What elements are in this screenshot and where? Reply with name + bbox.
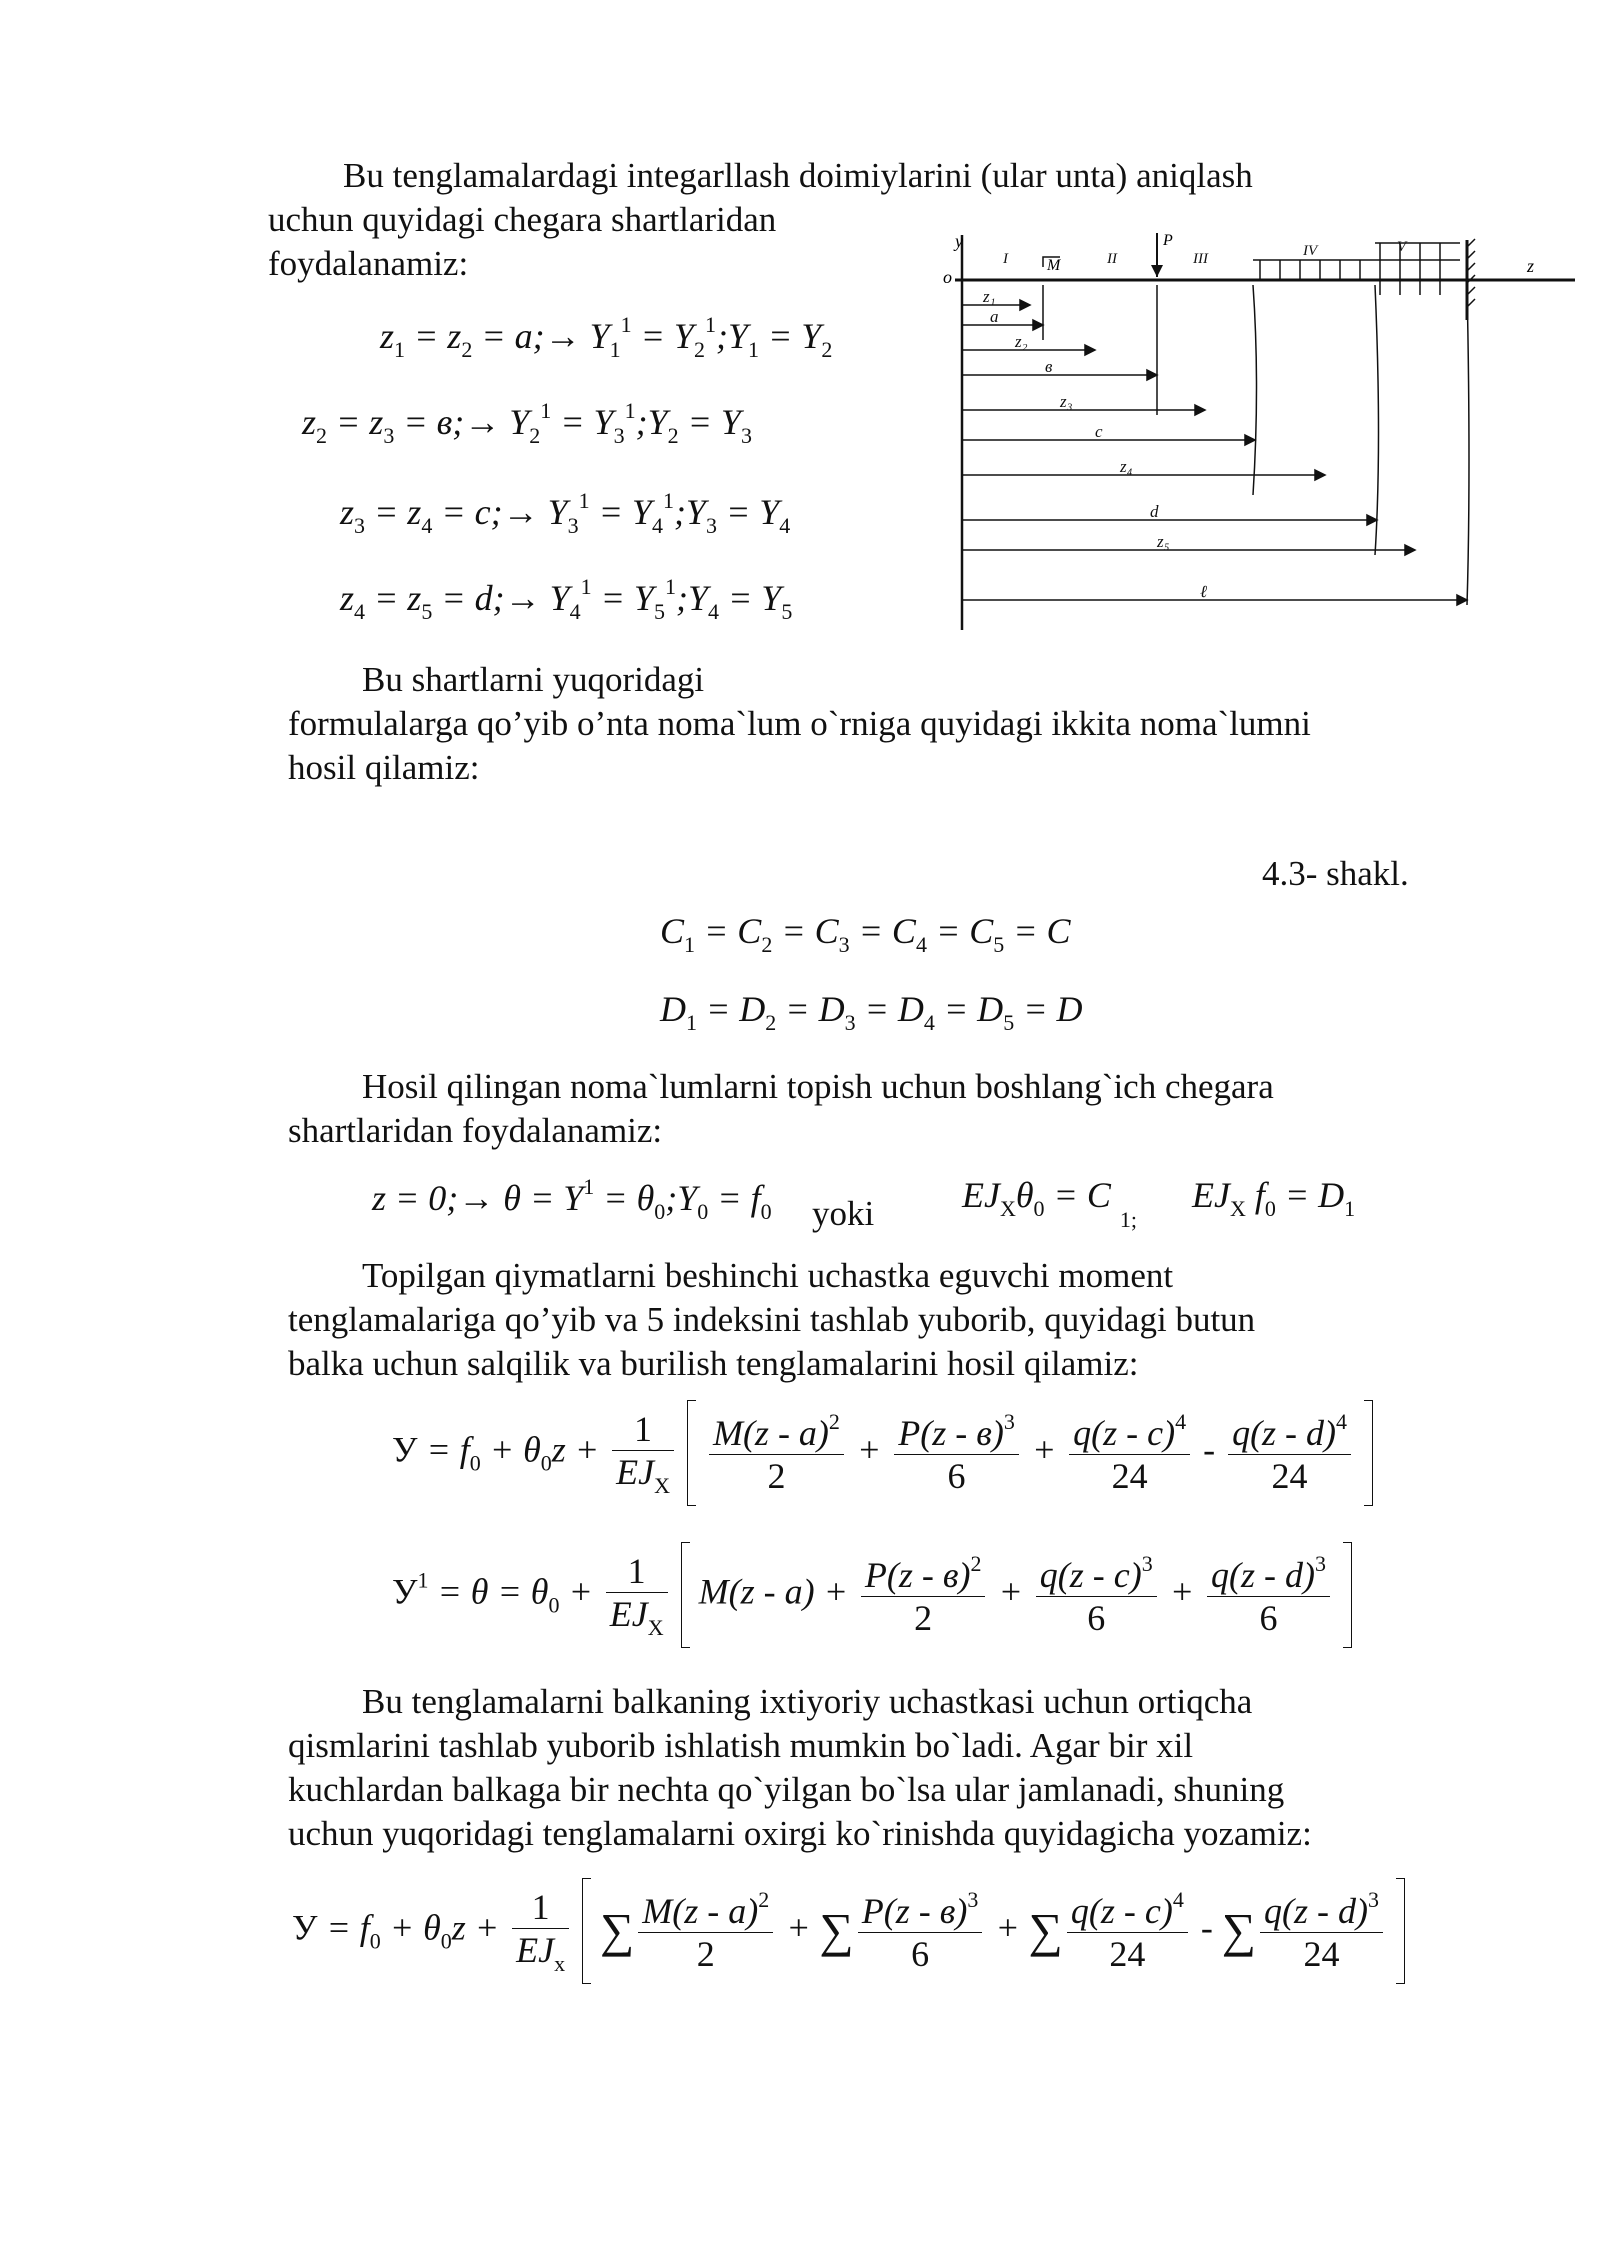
para2-line-3: hosil qilamiz: (288, 748, 480, 787)
slope-equation: $У^1 = \theta = \theta_0$ + $\frac{1}{EJ_X}$ M(z - a) + $\frac{P(z - в)^2}{2}$ + $\frac{q(z - c)^3}{6}$ + $\frac{q(z - d)^3}{6}$ (392, 1542, 1352, 1648)
deflection-equation: $У = f_0 + \theta_0z$ + $\frac{1}{EJ_X}$ $\frac{M(z - a)^2}{2}$ + $\frac{P(z - в)^3}{6}$ + $\frac{q(z - c)^4}{24}$ - $\frac{q(z - d)^4}{24}$ (392, 1400, 1373, 1506)
para5-line-1: Bu tenglamalarni balkaning ixtiyoriy uchastkasi uchun ortiqcha (362, 1682, 1253, 1721)
dim-z5: z₅ (1157, 532, 1170, 551)
initial-eq-2: $EJ_X$ $f_0 = D_1$ (1192, 1175, 1356, 1221)
para3-line-1: Hosil qilingan noma`lumlarni topish uchun boshlang`ich chegara (362, 1067, 1274, 1106)
condition-4: $z_4 = z_5$ = d;→ $Y_4^1$ = $Y_5^1;Y_4 = Y_5$ (340, 574, 793, 624)
intro-line-3: foydalanamiz: (268, 244, 469, 283)
para5-line-2: qismlarini tashlab yuborib ishlatish mumkin bo`ladi. Agar bir xil (288, 1726, 1194, 1765)
dim-z4: z₄ (1120, 457, 1133, 476)
axis-y-label: y (955, 231, 963, 251)
para2-line-1: Bu shartlarni yuqoridagi (362, 660, 705, 699)
initial-eq-1: $EJ_X\theta_0 = C$ $_{1;}$ (962, 1175, 1137, 1232)
dim-a: a (990, 307, 999, 326)
para4-line-2: tenglamalariga qo’yib va 5 indeksini tashlab yuborib, quyidagi butun (288, 1300, 1256, 1339)
section-V: V (1397, 239, 1407, 255)
figure-caption: 4.3- shakl. (1262, 854, 1409, 893)
dim-c: c (1095, 422, 1103, 441)
intro-line-2: uchun quyidagi chegara shartlaridan (268, 200, 777, 239)
origin-label: o (943, 267, 952, 287)
dim-z3: z₃ (1060, 392, 1073, 411)
para3-line-2: shartlaridan foydalanamiz: (288, 1111, 663, 1150)
load-P: P (1163, 232, 1173, 249)
section-III: III (1193, 251, 1208, 267)
equation-D: $D_1 = D_2 = D_3 = D_4 = D_5 = D$ (660, 989, 1083, 1035)
initial-condition: z = 0;→ $\theta = Y^1$ = $\theta_0;Y_0 = f_0$ (372, 1174, 772, 1224)
intro-line-1: Bu tenglamalardagi integarllash doimiylarini (ular unta) aniqlash (343, 156, 1253, 195)
section-IV: IV (1303, 243, 1318, 259)
section-II: II (1107, 251, 1117, 267)
para4-line-3: balka uchun salqilik va burilish tenglamalarini hosil qilamiz: (288, 1344, 1139, 1383)
dim-z2: z₂ (1015, 332, 1028, 351)
para5-line-4: uchun yuqoridagi tenglamalarni oxirgi ko`rinishda quyidagicha yozamiz: (288, 1814, 1312, 1853)
dim-d: d (1150, 502, 1159, 521)
condition-3: $z_3 = z_4$ = c;→ $Y_3^1$ = $Y_4^1;Y_3 = Y_4$ (340, 488, 791, 538)
equation-C: $C_1 = C_2 = C_3 = C_4 = C_5 = C$ (660, 911, 1071, 957)
axis-z-label: z (1527, 256, 1535, 276)
condition-1: $z_1 = z_2$ = a;→ $Y_1^1$ = $Y_2^1;Y_1 = Y_2$ (380, 312, 833, 362)
load-M: M (1047, 257, 1061, 274)
section-I: I (1003, 251, 1008, 267)
para2-line-2: formulalarga qo’yib o’nta noma`lum o`rniga quyidagi ikkita noma`lumni (288, 704, 1311, 743)
dim-z1: z₁ (983, 287, 996, 306)
dim-l: ℓ (1200, 582, 1208, 601)
para4-line-1: Topilgan qiymatlarni beshinchi uchastka eguvchi moment (362, 1256, 1174, 1295)
condition-2: $z_2 = z_3$ = в;→ $Y_2^1$ = $Y_3^1;Y_2 = Y_3$ (302, 398, 752, 448)
beam-diagram (935, 225, 1575, 635)
para5-line-3: kuchlardan balkaga bir nechta qo`yilgan bo`lsa ular jamlanadi, shuning (288, 1770, 1285, 1809)
yoki-label: yoki (812, 1194, 875, 1233)
summed-deflection-equation: $У = f_0 + \theta_0z$ + $\frac{1}{EJ_x}$ ∑ $\frac{M(z - a)^2}{2}$ + ∑ $\frac{P(z - в)^3}{6}$ + ∑ $\frac{q(z - c)^4}{24}$ - ∑ $\frac{q(z - d)^3}{24}$ (292, 1878, 1405, 1984)
dim-b: в (1045, 357, 1053, 376)
